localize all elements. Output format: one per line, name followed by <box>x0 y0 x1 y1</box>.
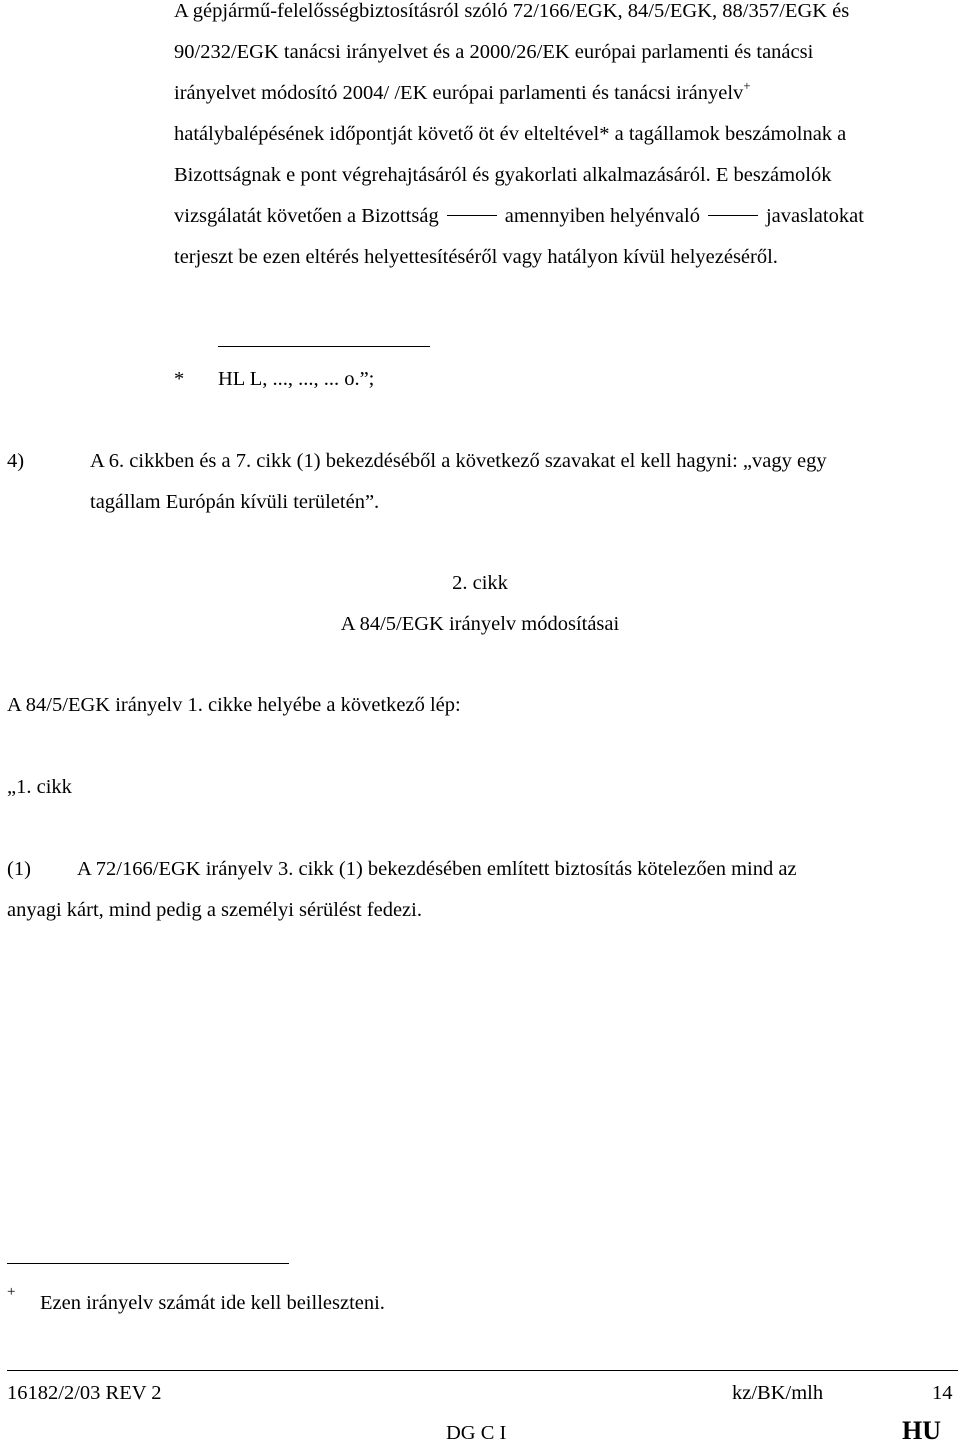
item-number: 4) <box>7 450 25 472</box>
article-number: 2. cikk <box>452 572 508 594</box>
paragraph-line: A gépjármű-felelősségbiztosításról szóló 72/166/EGK, 84/5/EGK, 88/357/EGK és <box>174 0 850 22</box>
paragraph-line <box>174 78 751 105</box>
paragraph-line: hatálybalépésének időpontját követő öt év elteltével* a tagállamok beszámolnak a <box>174 123 847 145</box>
inner-footnote-text: HL L, ..., ..., ... o.”; <box>218 368 375 390</box>
paragraph-line <box>174 205 864 228</box>
footnote-separator <box>218 346 430 347</box>
page-number: 14 <box>932 1382 953 1404</box>
paragraph-line-text: vizsgálatát követően a Bizottság <box>174 205 439 227</box>
quoted-article-heading: „1. cikk <box>7 776 72 798</box>
inner-footnote-marker: * <box>174 368 185 390</box>
paragraph-line: 90/232/EGK tanácsi irányelvet és a 2000/26/EK európai parlamenti és tanácsi <box>174 41 814 63</box>
article-title: A 84/5/EGK irányelv módosításai <box>340 613 620 635</box>
em-dash <box>708 215 758 216</box>
footer-rule <box>7 1370 958 1371</box>
item-text-line: A 72/166/EGK irányelv 3. cikk (1) bekezdésében említett biztosítás kötelezően mind az <box>77 858 797 880</box>
footnote-text: Ezen irányelv számát ide kell beilleszteni. <box>40 1292 385 1314</box>
footnote-reference: + <box>743 78 751 93</box>
item-text-line: anyagi kárt, mind pedig a személyi sérülést fedezi. <box>7 899 422 921</box>
paragraph-line-text: amennyiben helyénvaló <box>504 205 700 227</box>
author-initials: kz/BK/mlh <box>732 1382 824 1404</box>
item-text-line: tagállam Európán kívüli területén”. <box>90 491 380 513</box>
item-text-line: A 6. cikkben és a 7. cikk (1) bekezdéséből a következő szavakat el kell hagyni: „vagy egy <box>90 450 827 472</box>
footnote-marker: + <box>7 1284 16 1300</box>
item-number: (1) <box>7 858 31 880</box>
footnote-separator <box>7 1263 289 1264</box>
paragraph-line: Bizottságnak e pont végrehajtásáról és gyakorlati alkalmazásáról. E beszámolók <box>174 164 832 186</box>
document-reference: 16182/2/03 REV 2 <box>7 1382 162 1404</box>
paragraph-line-text: javaslatokat <box>765 205 864 227</box>
intro-text: A 84/5/EGK irányelv 1. cikke helyébe a következő lép: <box>7 694 461 716</box>
language-code: HU <box>902 1416 941 1445</box>
directorate-general: DG C I <box>446 1422 507 1444</box>
em-dash <box>447 215 497 216</box>
paragraph-line-text: irányelvet módosító 2004/ /EK európai parlamenti és tanácsi irányelv <box>174 82 744 104</box>
paragraph-line: terjeszt be ezen eltérés helyettesítéséről vagy hatályon kívül helyezéséről. <box>174 246 778 268</box>
